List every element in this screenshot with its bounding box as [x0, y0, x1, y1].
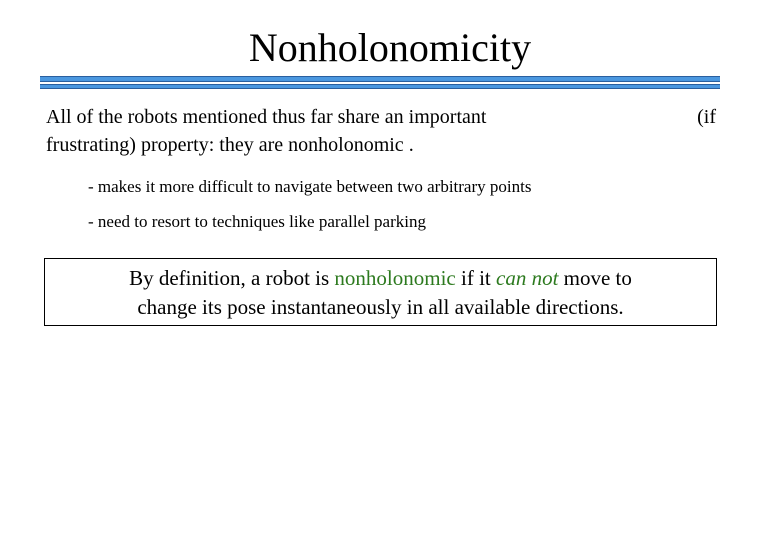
bullet-item: - makes it more difficult to navigate between two arbitrary points	[88, 177, 532, 196]
definition-part-2: if it	[455, 266, 496, 290]
title-rule-top	[40, 76, 720, 82]
definition-box	[44, 258, 717, 326]
definition-line-1	[45, 264, 716, 293]
intro-line-2-suffix: .	[403, 134, 414, 156]
definition-line-2: change its pose instantaneously in all available directions.	[137, 295, 624, 319]
intro-term: nonholonomic	[288, 134, 404, 156]
intro-line-2	[46, 131, 736, 159]
bullet-item: - need to resort to techniques like parallel parking	[88, 212, 426, 231]
intro-line-1-tail: (if	[697, 106, 716, 128]
definition-part-3: move to	[558, 266, 632, 290]
intro-line-1	[46, 103, 736, 131]
intro-line-2-prefix: frustrating) property: they are	[46, 134, 289, 156]
definition-emphasis: can not	[496, 266, 559, 290]
intro-line-1-main: All of the robots mentioned thus far share an important	[46, 106, 487, 128]
intro-paragraph	[46, 103, 736, 159]
slide-title: Nonholonomicity	[248, 25, 532, 70]
definition-term: nonholonomic	[334, 266, 456, 290]
title-rule-bottom	[40, 84, 720, 89]
definition-part-1: By definition, a robot is	[129, 266, 335, 290]
